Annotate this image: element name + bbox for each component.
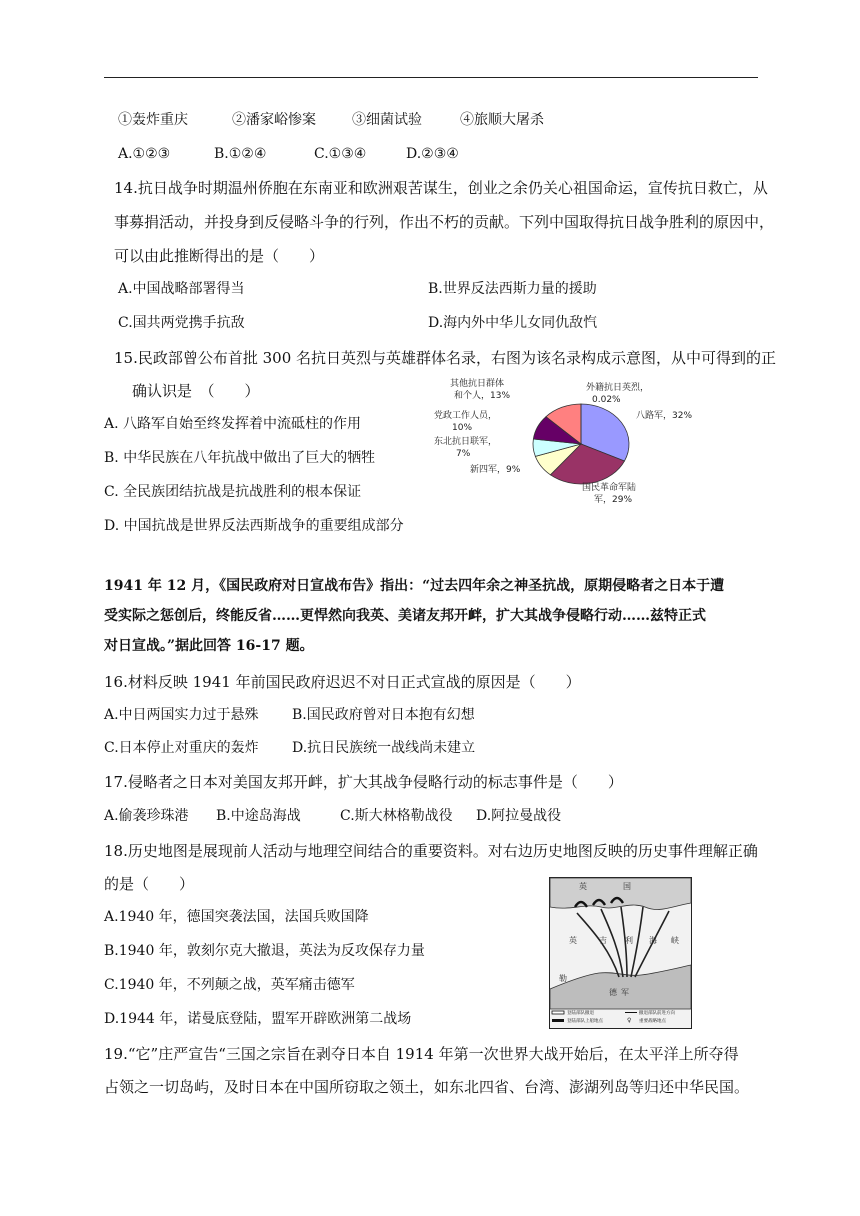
map-label-10: 军 [621, 988, 629, 997]
pie-label-foreign-2: 0.02% [592, 395, 621, 405]
pie-label-party-2: 10% [452, 423, 473, 433]
q17-option-a: A.偷袭珍珠港 [104, 808, 189, 824]
q18-option-b: B.1940 年，敦刻尔克大撤退，英法为反攻保存力量 [104, 943, 425, 959]
map-label-7: 峡 [671, 936, 679, 945]
q15-option-b: B. 中华民族在八年抗战中做出了巨大的牺牲 [104, 450, 376, 466]
pie-label-other-2: 和个人，13% [454, 391, 511, 401]
q17-option-d: D.阿拉曼战役 [476, 808, 562, 824]
q17-stem: 17.侵略者之日本对美国友邦开衅，扩大其战争侵略行动的标志事件是（ ） [104, 773, 623, 791]
q19-stem-line-2: 占领之一切岛屿，及时日本在中国所窃取之领土，如东北四省、台湾、澎湖列岛等归还中华民国。 [104, 1078, 750, 1096]
pie-label-eighth-route-army: 八路军，32% [636, 411, 693, 421]
map-legend-2: 登陆部队上船地点 [567, 1019, 603, 1024]
q15-option-d: D. 中国抗战是世界反法西斯战争的重要组成部分 [104, 518, 404, 534]
q17-option-b: B.中途岛海战 [216, 808, 301, 824]
pie-label-party-1: 党政工作人员， [434, 411, 498, 421]
q15-stem-line-2: 确认识是 （ ） [132, 382, 260, 400]
map-label-2: 国 [623, 882, 631, 891]
q16-option-b: B.国民政府曾对日本抱有幻想 [292, 707, 475, 723]
material-line-1: 1941 年 12 月，《国民政府对日宣战布告》指出：“过去四年余之神圣抗战，原期侵略者之日本于遭 [104, 578, 725, 594]
q13-item-4: ④旅顺大屠杀 [460, 112, 544, 128]
q14-option-a: A.中国战略部署得当 [118, 281, 245, 297]
pie-label-other-1: 其他抗日群体 [450, 379, 505, 389]
q15-stem-line-1: 15.民政部曾公布首批 300 名抗日英烈与英雄群体名录，右图为该名录构成示意图，从中可得到的正 [114, 349, 777, 367]
map-legend-1: 登陆部队撤退 [567, 1011, 594, 1016]
q18-option-d: D.1944 年，诺曼底登陆，盟军开辟欧洲第二战场 [104, 1011, 412, 1027]
map-label-3: 英 [569, 936, 577, 945]
header-rule [104, 77, 758, 78]
q18-stem-line-1: 18.历史地图是展现前人活动与地理空间结合的重要资料。对右边历史地图反映的历史事件理解正确 [104, 842, 758, 860]
q13-option-c: C.①③④ [314, 146, 367, 162]
q13-option-a: A.①②③ [118, 146, 171, 162]
map-label-8: 勒 [559, 974, 567, 983]
q13-item-1: ①轰炸重庆 [118, 112, 188, 128]
q16-option-c: C.日本停止对重庆的轰炸 [104, 740, 259, 756]
map-label-4: 吉 [599, 936, 607, 945]
historical-map-dunkirk [549, 877, 692, 1029]
pie-label-nra-2: 军，29% [594, 495, 633, 505]
q14-stem-line-3: 可以由此推断得出的是（ ） [114, 247, 325, 265]
map-label-5: 利 [625, 936, 633, 945]
map-label-1: 英 [579, 882, 587, 891]
q16-option-a: A.中日两国实力过于悬殊 [104, 707, 259, 723]
q13-item-3: ③细菌试验 [352, 112, 422, 128]
pie-label-foreign-1: 外籍抗日英烈， [586, 383, 650, 393]
pie-label-northeast-2: 7% [456, 449, 471, 459]
q14-option-c: C.国共两党携手抗敌 [118, 315, 245, 331]
q14-option-d: D.海内外中华儿女同仇敌忾 [428, 315, 598, 331]
pie-label-new-fourth-army: 新四军，9% [470, 465, 521, 475]
q14-option-b: B.世界反法西斯力量的援助 [428, 281, 597, 297]
pie-label-northeast-1: 东北抗日联军， [434, 437, 498, 447]
map-legend-3: 撤退部队前进方向 [639, 1011, 675, 1016]
q16-stem: 16.材料反映 1941 年前国民政府迟迟不对日正式宣战的原因是（ ） [104, 673, 581, 691]
q16-option-d: D.抗日民族统一战线尚未建立 [292, 740, 476, 756]
q13-option-b: B.①②④ [214, 146, 267, 162]
svg-text:♀: ♀ [627, 1017, 632, 1024]
map-legend-4: 重要战略地点 [639, 1019, 666, 1024]
q13-option-d: D.②③④ [406, 146, 459, 162]
pie-slices [533, 404, 629, 484]
q15-option-a: A. 八路军自始至终发挥着中流砥柱的作用 [104, 416, 362, 432]
q15-option-c: C. 全民族团结抗战是抗战胜利的根本保证 [104, 484, 362, 500]
q14-stem-line-2: 事募捐活动，并投身到反侵略斗争的行列，作出不朽的贡献。下列中国取得抗日战争胜利的原因中， [114, 213, 775, 231]
q18-option-a: A.1940 年，德国突袭法国，法国兵败国降 [104, 909, 369, 925]
q19-stem-line-1: 19.“它”庄严宣告“三国之宗旨在剥夺日本自 1914 年第一次世界大战开始后，在太平洋上所夺得 [104, 1045, 739, 1063]
pie-label-nra-1: 国民革命军陆 [582, 483, 637, 493]
roster-composition-pie-chart [426, 376, 706, 506]
q13-item-2: ②潘家峪惨案 [232, 112, 316, 128]
q17-option-c: C.斯大林格勒战役 [340, 808, 453, 824]
material-line-3: 对日宣战。”据此回答 16-17 题。 [104, 638, 314, 654]
map-england-coast [550, 878, 691, 910]
q18-option-c: C.1940 年，不列颠之战，英军痛击德军 [104, 977, 355, 993]
q14-stem-line-1: 14.抗日战争时期温州侨胞在东南亚和欧洲艰苦谋生，创业之余仍关心祖国命运，宣传抗日救亡，从 [114, 179, 768, 197]
map-label-6: 海 [649, 936, 657, 945]
q18-stem-line-2: 的是（ ） [104, 875, 195, 893]
map-label-9: 德 [609, 988, 617, 997]
material-line-2: 受实际之惩创后，终能反省……更悍然向我英、美诸友邦开衅，扩大其战争侵略行动……兹特正式 [104, 608, 706, 624]
